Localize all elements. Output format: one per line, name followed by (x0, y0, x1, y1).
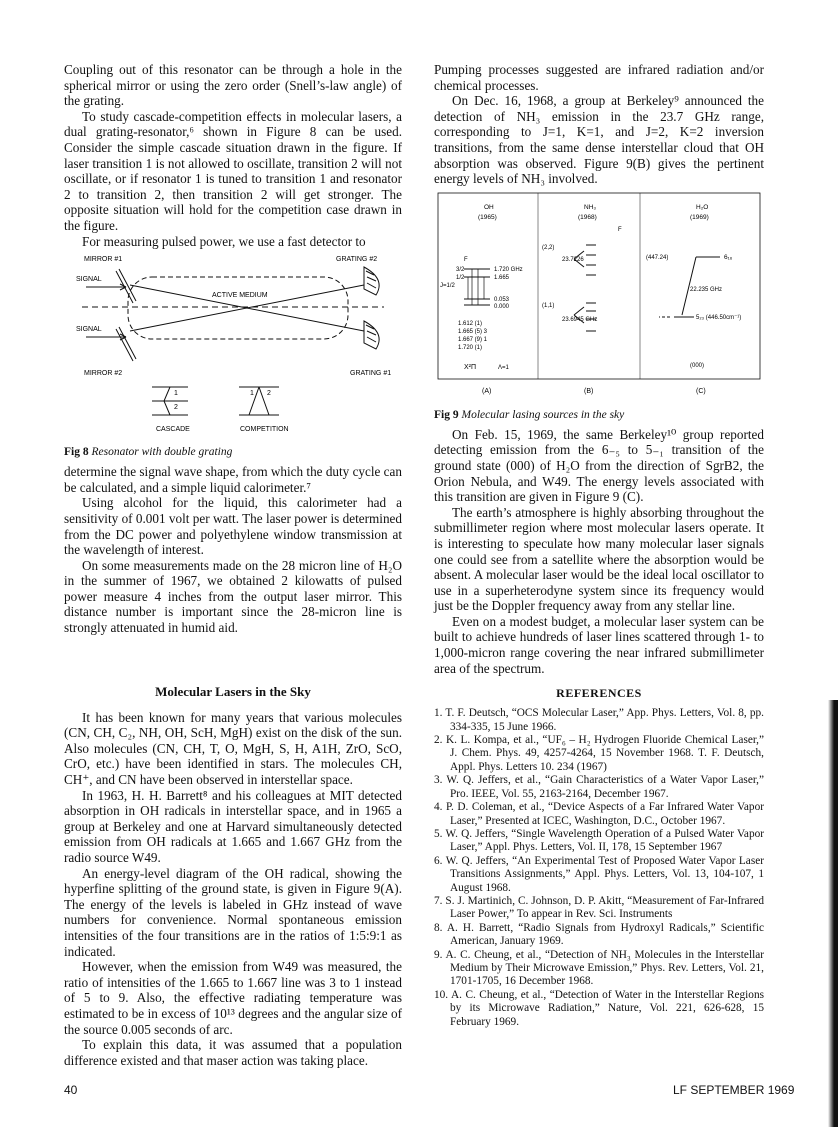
paragraph: The earth’s atmosphere is highly absorbing throughout the submillimeter region where most molecular lasers operate. It is interesting to speculate how many molecular laser signals one could see from a satellite where the absorption would be absent. A molecular laser would be the ideal local oscillator to use in a superheterodyne system since its frequency would just be the Doppler frequency away from any stellar line. (434, 504, 764, 614)
references-heading: REFERENCES (556, 686, 642, 701)
oh-list-3: 1.667 (9) 1 (458, 336, 488, 343)
cascade-label: CASCADE (156, 426, 190, 434)
freq-22235: 22.235 GHz (690, 286, 723, 293)
panel-a-label: (A) (482, 387, 492, 395)
cascade-number-2: 2 (174, 404, 178, 412)
scan-edge-mark (828, 700, 838, 1127)
grating-2-label: GRATING #2 (336, 256, 378, 264)
reference-item: 5. W. Q. Jeffers, “Single Wavelength Operation of a Pulsed Water Vapor Laser,” Appl. Phys. Letters, Vol. II, 178, 15 September 1967 (434, 827, 764, 854)
paragraph: In 1963, H. H. Barrett⁸ and his colleagues at MIT detected absorption in OH radicals in interstellar space, and in 1965 a group at Berkeley and one at Harvard simultaneously detected emission from OH radicals at 1.665 and 1.667 GHz from the radio source W49. (64, 787, 402, 865)
figure-8 (64, 249, 402, 458)
lambda-label: Λ=1 (498, 364, 509, 371)
freq-1720: 1.720 GHz (494, 266, 523, 273)
figure-8-caption (64, 446, 402, 458)
jk22-label: (2,2) (542, 244, 555, 251)
mirror-2-shape (116, 327, 136, 361)
paragraph: To explain this data, it was assumed that a population difference existed and that maser action was taking place. (64, 1037, 402, 1068)
paragraph: On Feb. 15, 1969, the same Berkeley¹⁰ group reported detecting emission from the 6₋₅ to 5₋₁ transition of the ground state (000) of H₂O from the direction of SgrB2, the Orion Nebula, and W49. The energy levels associated with this transition are given in Figure 9 (C). (434, 426, 764, 505)
mirror-1-label: MIRROR #1 (84, 256, 123, 264)
journal-footer: LF SEPTEMBER 1969 (673, 1083, 795, 1097)
freq-236945: 23.6945 GHz (562, 316, 598, 323)
signal-bottom-label: SIGNAL (76, 326, 102, 334)
reference-item: 4. P. D. Coleman, et al., “Device Aspects of a Far Infrared Water Vapor Laser,” Presented at ICEC, Washington, D.C., October 1967. (434, 801, 764, 827)
energy-44724: (447.24) (646, 254, 669, 261)
energy-level-diagram (434, 187, 764, 402)
signal-top-label: SIGNAL (76, 276, 102, 284)
reference-item: 1. T. F. Deutsch, “OCS Molecular Laser,” App. Phys. Letters, Vol. 8, pp. 334-335, 15 June 1966. (434, 707, 764, 733)
reference-item: 6. W. Q. Jeffers, “An Experimental Test of Proposed Water Vapor Laser Transitions Assignments,” Appl. Phys. Letters, Vol. 13, 104-107, 1 August 1968. (434, 854, 764, 894)
oh-label: OH (484, 203, 494, 211)
paragraph: On Dec. 16, 1968, a group at Berkeley⁹ announced the detection of NH₃ emission in the 23.7 GHz range, corresponding to J=1, K=1, and J=2, K=2 inversion transitions, from the same dense interstellar cloud that OH absorption was observed. Figure 9(B) gives the pertinent energy levels of NH₃ involved. (434, 93, 764, 187)
paragraph: For measuring pulsed power, we use a fast detector to (82, 233, 366, 249)
paragraph: Using alcohol for the liquid, this calorimeter had a sensitivity of 0.001 volt per watt. The laser power is determined from the DC power and polyethylene window transmission at the wavelength of interest. (64, 495, 402, 558)
f-label: F (464, 256, 468, 263)
freq-0000: 0.000 (494, 303, 510, 310)
resonator-diagram (64, 249, 402, 439)
freq-237226: 23.7226 (562, 256, 584, 263)
paragraph: However, when the emission from W49 was measured, the ratio of intensities of the 1.665 to 1.667 line was 3 to 1 instead of 5 to 9. Also, the effective radiating temperature was estimated to be in excess of 10¹³ degrees and the angular size of the source 0.005 seconds of arc. (64, 959, 402, 1037)
right-column (434, 62, 764, 1029)
reference-item: 8. A. H. Barrett, “Radio Signals from Hydroxyl Radicals,” Scientific American, January 1969. (434, 921, 764, 948)
competition-label: COMPETITION (240, 426, 289, 434)
reference-item: 9. A. C. Cheung, et al., “Detection of NH₃ Molecules in the Interstellar Medium by Their Microwave Emission,” Phys. Rev. Letters, Vol. 21, 1701-1705, 16 December 1968. (434, 948, 764, 988)
competition-number-2: 2 (267, 390, 271, 398)
oh-list-2: 1.665 (5) 3 (458, 328, 488, 335)
grating-1-label: GRATING #1 (350, 370, 392, 378)
nh3-label: NH₃ (584, 203, 597, 211)
figure-9-number: Fig 9 (434, 408, 459, 421)
competition-levels (239, 387, 279, 415)
page-number: 40 (64, 1083, 78, 1097)
paragraph: It has been known for many years that various molecules (CN, CH, C₂, NH, OH, ScH, MgH) exist on the disk of the sun. Also molecules (CN, CH, T, O, MgH, S, H, A1H, ZrO, ScO, CrO, etc.) have been identified in stars. The molecules CH, CH⁺, and CN have been observed in interstellar space. (64, 709, 402, 788)
ground-state-label: (000) (690, 362, 705, 369)
figure-9-caption (434, 409, 764, 421)
left-column (64, 62, 402, 1068)
figure-8-number: Fig 8 (64, 446, 89, 459)
section-heading: Molecular Lasers in the Sky (155, 683, 311, 699)
level-523: 5₂₃ (446.50cm⁻¹) (696, 314, 742, 321)
paragraph: On some measurements made on the 28 micron line of H₂O in the summer of 1967, we obtained 2 kilowatts of pulsed power measure 4 inches from the output laser mirror. This distance number is important since the 28-micron line is strongly attenuated in humid aid. (64, 557, 402, 636)
oh-year: (1965) (478, 213, 497, 221)
competition-number-1: 1 (250, 390, 254, 398)
references-list (434, 707, 764, 1029)
nh3-year: (1968) (578, 213, 597, 221)
jhalf-label: J=1/2 (440, 282, 455, 289)
panel-c-label: (C) (696, 387, 706, 395)
level-616: 6₁₆ (724, 253, 733, 261)
oh-list-1: 1.612 (1) (458, 320, 483, 327)
oh-list-4: 1.720 (1) (458, 344, 483, 351)
freq-1665: 1.665 (494, 274, 510, 281)
signal-arrow-bottom (86, 334, 126, 340)
paragraph: determine the signal wave shape, from which the duty cycle can be calculated, and a simple liquid calorimeter.⁷ (64, 464, 402, 495)
j12-label: 1/2 (456, 274, 465, 281)
figure-9-title: Molecular lasing sources in the sky (461, 408, 625, 421)
panel-b-label: (B) (584, 387, 594, 395)
figure-8-title: Resonator with double grating (91, 446, 233, 459)
paragraph: To study cascade-competition effects in molecular lasers, a dual grating-resonator,⁶ shown in Figure 8 can be used. Consider the simple cascade situation drawn in the figure. If laser transition 1 is not allowed to oscillate, transition 2 will not oscillate, or if resonator 1 is tuned to transition 1 and resonator 2 to transition 2, then transition 2 will get stronger. The opposite situation will hold for the competition case drawn in the figure. (64, 108, 402, 233)
reference-item: 7. S. J. Martinich, C. Johnson, D. P. Akitt, “Measurement of Far-Infrared Laser Power,” To appear in Rev. Sci. Instruments (434, 894, 764, 921)
paragraph: Coupling out of this resonator can be through a hole in the spherical mirror or using the zero order (Snell’s-law angle) of the grating. (64, 62, 402, 109)
signal-arrow-top (86, 284, 126, 290)
cascade-levels (152, 387, 188, 415)
paragraph: Even on a modest budget, a molecular laser system can be built to achieve hundreds of laser lines scattered through 1- to 1,000-micron range covering the near infrared submillimeter area of the spectrum. (434, 613, 764, 676)
j32-label: 3/2 (456, 266, 465, 273)
figure-9 (434, 187, 764, 421)
reference-item: 3. W. Q. Jeffers, et al., “Gain Characteristics of a Water Vapor Laser,” Pro. IEEE, Vol. 55, 2163-2164, December 1967. (434, 774, 764, 800)
reference-item: 2. K. L. Kompa, et al., “UF₆ – H₂ Hydrogen Fluoride Chemical Laser,” J. Chem. Phys. 49, 4257-4264, 15 November 1968. T. F. Deutsch, Appl. Phys. Letters 10. 234 (1967) (434, 734, 764, 773)
cascade-number-1: 1 (174, 390, 178, 398)
jk11-label: (1,1) (542, 302, 555, 309)
reference-item: 10. A. C. Cheung, et al., “Detection of Water in the Interstellar Regions by its Microwave Radiation,” Nature, Vol. 221, 626-628, 15 February 1969. (434, 988, 764, 1028)
h2o-year: (1969) (690, 213, 709, 221)
freq-0053: 0.053 (494, 296, 510, 303)
active-medium-box (128, 277, 348, 339)
h2o-label: H₂O (696, 203, 709, 211)
mirror-2-label: MIRROR #2 (84, 370, 123, 378)
paragraph: An energy-level diagram of the OH radical, showing the hyperfine splitting of the ground state, is given in Figure 9(A). The energy of the levels is labeled in GHz instead of wave numbers for convenience. Normal spontaneous emission intensities of the four transitions are in the ratios of 1:5:9:1 as indicated. (64, 865, 402, 959)
paragraph: Pumping processes suggested are infrared radiation and/or chemical processes. (434, 62, 764, 93)
nh3-f-label: F (618, 226, 622, 233)
pi-label: X²Π (464, 363, 477, 371)
active-medium-label: ACTIVE MEDIUM (212, 292, 268, 300)
